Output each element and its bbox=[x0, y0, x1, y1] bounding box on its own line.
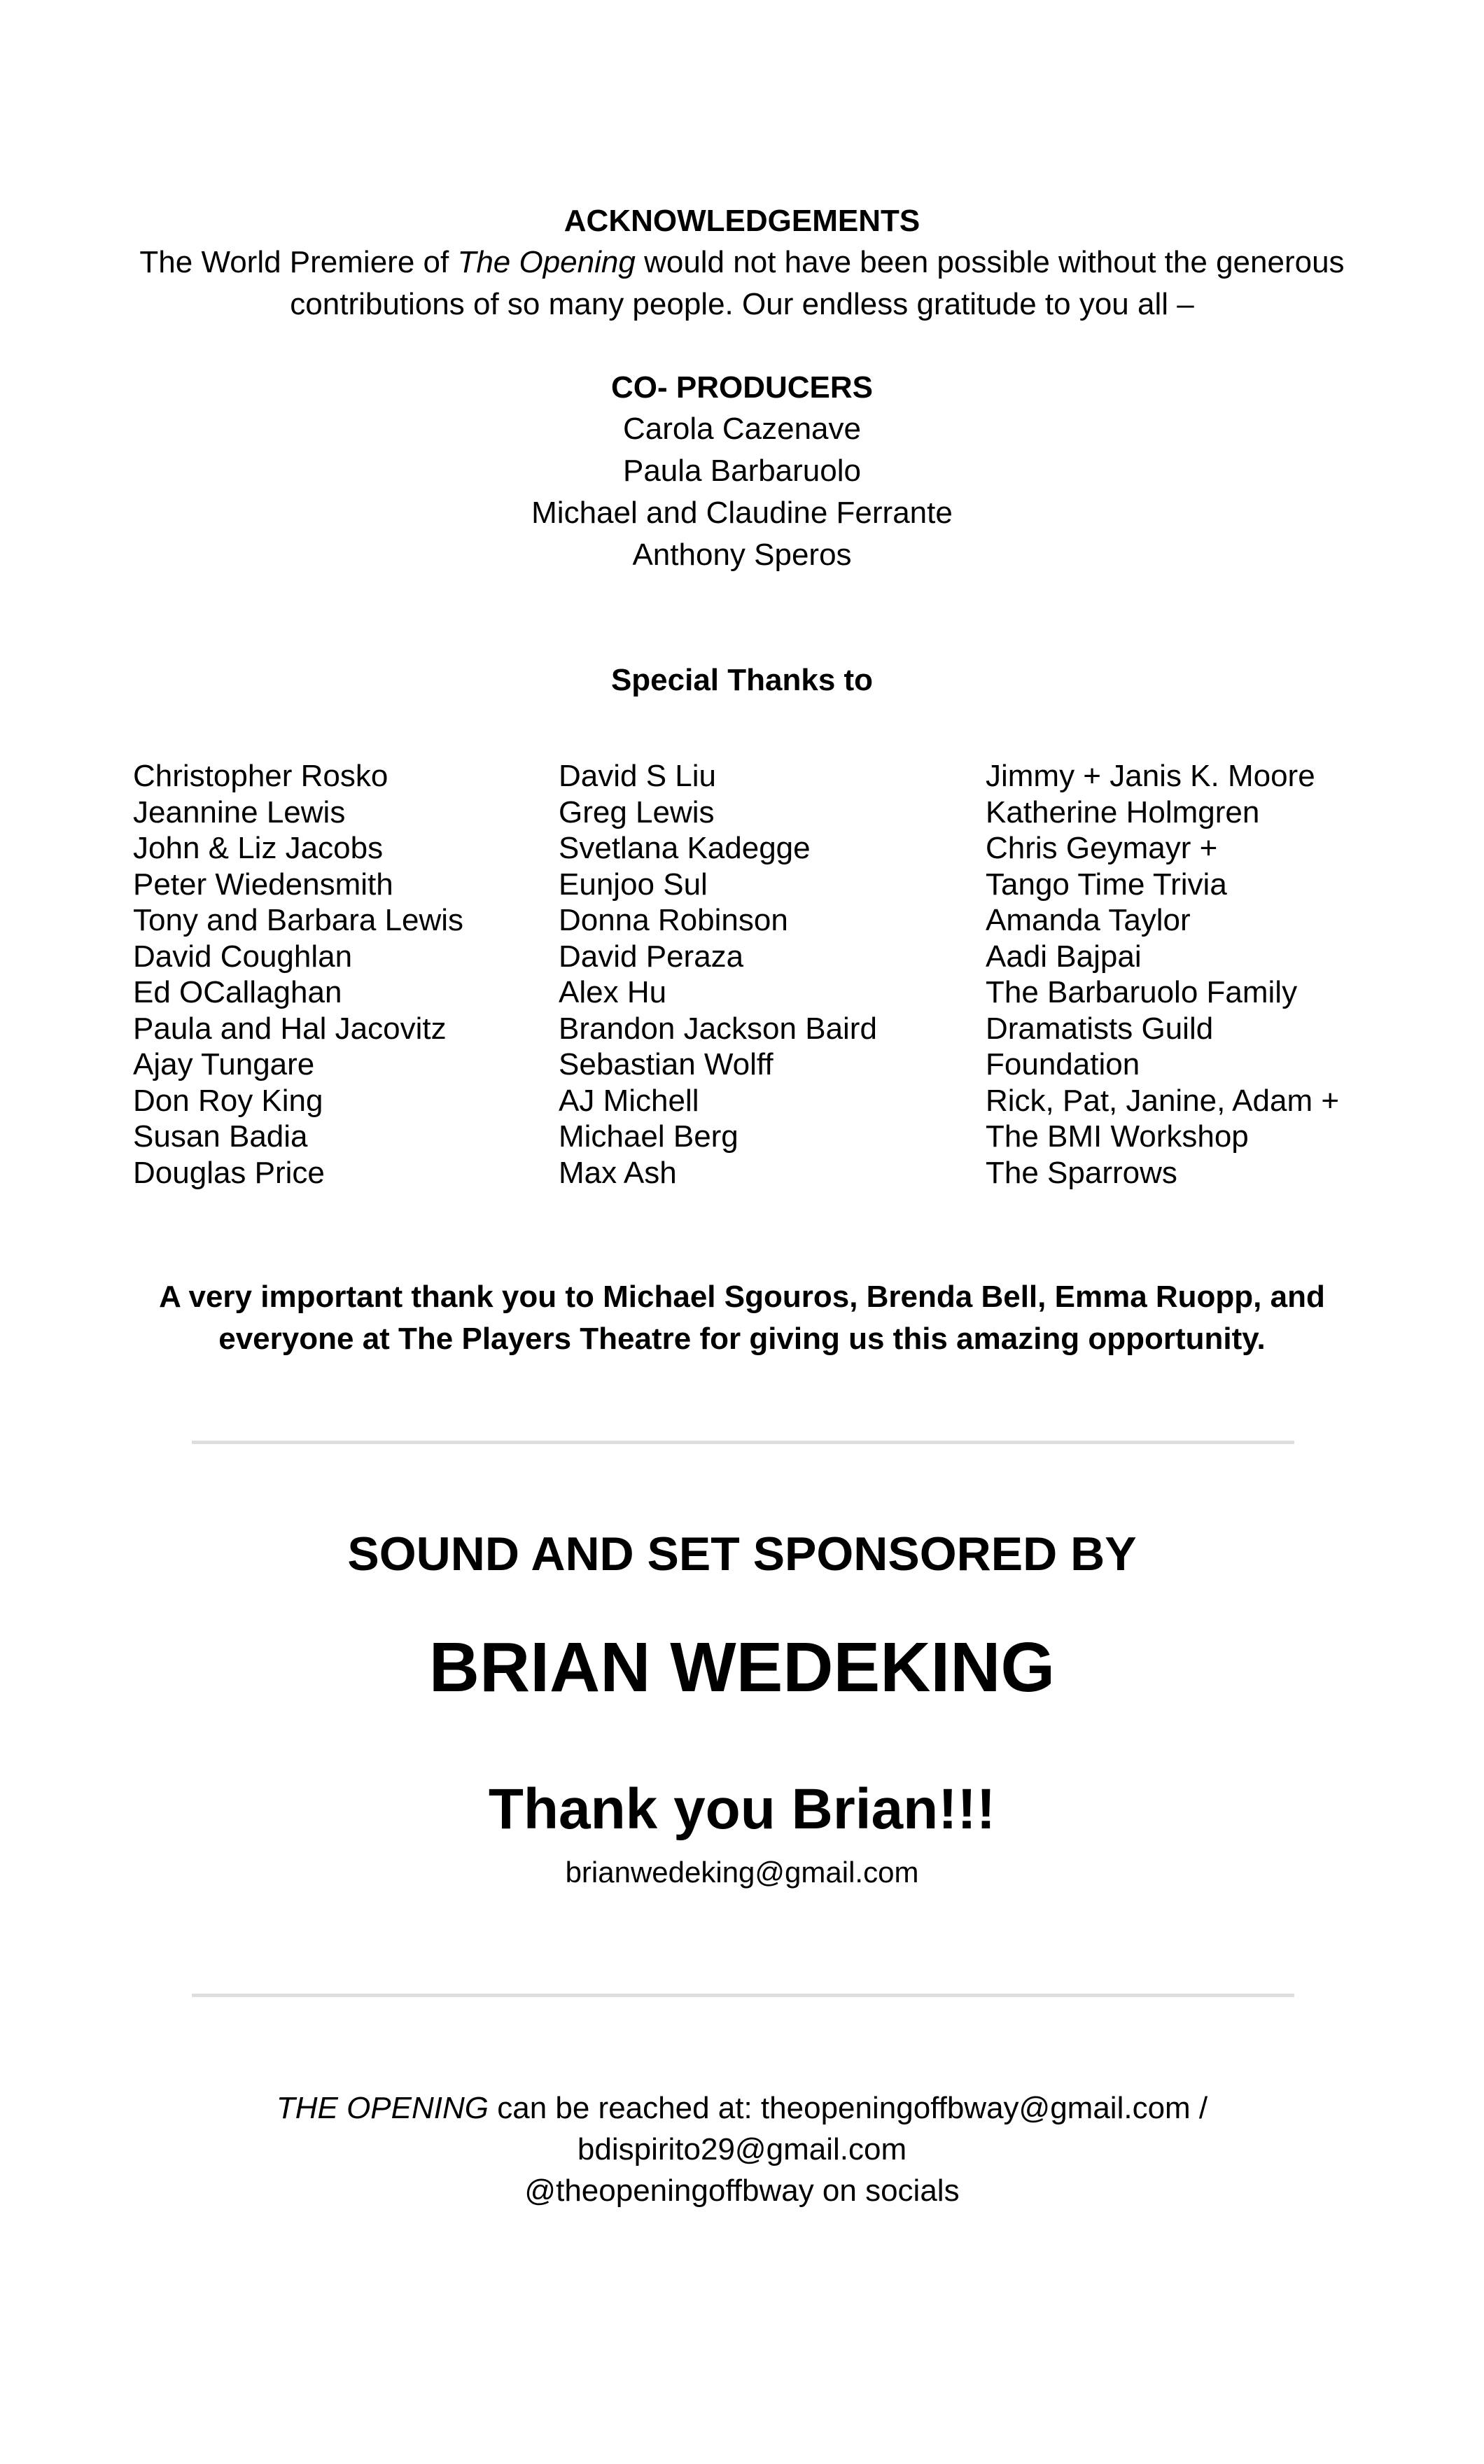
thanks-name: John & Liz Jacobs bbox=[133, 831, 384, 865]
intro-line-1 bbox=[0, 241, 1484, 284]
thanks-name: Rick, Pat, Janine, Adam + bbox=[986, 1083, 1340, 1118]
thanks-name: Susan Badia bbox=[133, 1119, 308, 1154]
thanks-name: Aadi Bajpai bbox=[986, 939, 1142, 974]
thanks-name: Eunjoo Sul bbox=[559, 867, 708, 902]
co-producer-name: Carola Cazenave bbox=[623, 412, 861, 446]
thanks-name: Katherine Holmgren bbox=[986, 794, 1260, 830]
contact-line-2: bdispirito29@gmail.com bbox=[577, 2132, 907, 2166]
special-thanks-column-2 bbox=[559, 758, 877, 1191]
thanks-name: David Peraza bbox=[559, 939, 744, 974]
intro-show-title: The Opening bbox=[457, 245, 636, 279]
special-thanks-heading: Special Thanks to bbox=[610, 663, 874, 697]
special-thanks-column-1 bbox=[133, 758, 463, 1191]
thanks-name: Jimmy + Janis K. Moore bbox=[986, 759, 1315, 793]
co-producer-name: Paula Barbaruolo bbox=[622, 454, 861, 488]
contact-line-1 bbox=[0, 2087, 1484, 2129]
section-divider bbox=[192, 1994, 1294, 1997]
thanks-name: Paula and Hal Jacovitz bbox=[133, 1011, 447, 1046]
thanks-name: Tony and Barbara Lewis bbox=[133, 903, 464, 937]
thanks-name: Amanda Taylor bbox=[986, 903, 1191, 937]
thanks-name: David Coughlan bbox=[133, 939, 353, 974]
intro-pre: The World Premiere of bbox=[139, 245, 458, 279]
thanks-name: Sebastian Wolff bbox=[559, 1047, 774, 1082]
thanks-name: Douglas Price bbox=[133, 1155, 325, 1190]
thanks-name: Svetlana Kadegge bbox=[559, 831, 811, 865]
thanks-name: Dramatists Guild bbox=[986, 1011, 1214, 1046]
contact-emails: can be reached at: theopeningoffbway@gmail.com / bbox=[489, 2091, 1208, 2125]
thanks-name: Jeannine Lewis bbox=[133, 794, 346, 830]
acknowledgements-intro bbox=[0, 241, 1484, 326]
co-producers-list bbox=[0, 408, 1484, 576]
thanks-name: Max Ash bbox=[559, 1155, 677, 1190]
important-thanks-line-2: everyone at The Players Theatre for giving us this amazing opportunity. bbox=[218, 1322, 1266, 1356]
thanks-name: The BMI Workshop bbox=[986, 1119, 1249, 1154]
thanks-name: Foundation bbox=[986, 1047, 1140, 1082]
thanks-name: The Sparrows bbox=[986, 1155, 1177, 1190]
sponsor-name: BRIAN WEDEKING bbox=[428, 1628, 1056, 1707]
thanks-name: Michael Berg bbox=[559, 1119, 738, 1154]
thanks-name: Don Roy King bbox=[133, 1083, 323, 1118]
intro-line-2: contributions of so many people. Our endless gratitude to you all – bbox=[290, 287, 1194, 321]
sponsor-email: brianwedeking@gmail.com bbox=[565, 1856, 919, 1889]
sponsor-thanks: Thank you Brian!!! bbox=[488, 1777, 996, 1841]
co-producer-name: Michael and Claudine Ferrante bbox=[531, 496, 953, 530]
important-thank-you bbox=[0, 1276, 1484, 1360]
sponsor-heading: SOUND AND SET SPONSORED BY bbox=[347, 1527, 1137, 1581]
thanks-name: The Barbaruolo Family bbox=[986, 975, 1298, 1009]
contact-info bbox=[0, 2087, 1484, 2211]
contact-socials: @theopeningoffbway on socials bbox=[524, 2174, 960, 2208]
thanks-name: Brandon Jackson Baird bbox=[559, 1011, 877, 1046]
thanks-name: Alex Hu bbox=[559, 975, 667, 1009]
thanks-name: Peter Wiedensmith bbox=[133, 867, 393, 902]
thanks-name: David S Liu bbox=[559, 759, 717, 793]
thanks-name: Ajay Tungare bbox=[133, 1047, 315, 1082]
section-divider bbox=[192, 1441, 1294, 1444]
thanks-name: Greg Lewis bbox=[559, 794, 715, 830]
acknowledgements-heading: ACKNOWLEDGEMENTS bbox=[564, 204, 920, 238]
intro-post: would not have been possible without the generous bbox=[635, 245, 1345, 279]
thanks-name: Tango Time Trivia bbox=[986, 867, 1227, 902]
thanks-name: AJ Michell bbox=[559, 1083, 699, 1118]
contact-show-title: THE OPENING bbox=[276, 2091, 489, 2125]
co-producers-heading: CO- PRODUCERS bbox=[610, 370, 874, 405]
thanks-name: Christopher Rosko bbox=[133, 759, 388, 793]
special-thanks-column-3 bbox=[986, 758, 1339, 1191]
important-thanks-line-1: A very important thank you to Michael Sgouros, Brenda Bell, Emma Ruopp, and bbox=[159, 1280, 1325, 1314]
thanks-name: Ed OCallaghan bbox=[133, 975, 342, 1009]
thanks-name: Donna Robinson bbox=[559, 903, 788, 937]
thanks-name: Chris Geymayr + bbox=[986, 831, 1218, 865]
co-producer-name: Anthony Speros bbox=[632, 538, 852, 572]
